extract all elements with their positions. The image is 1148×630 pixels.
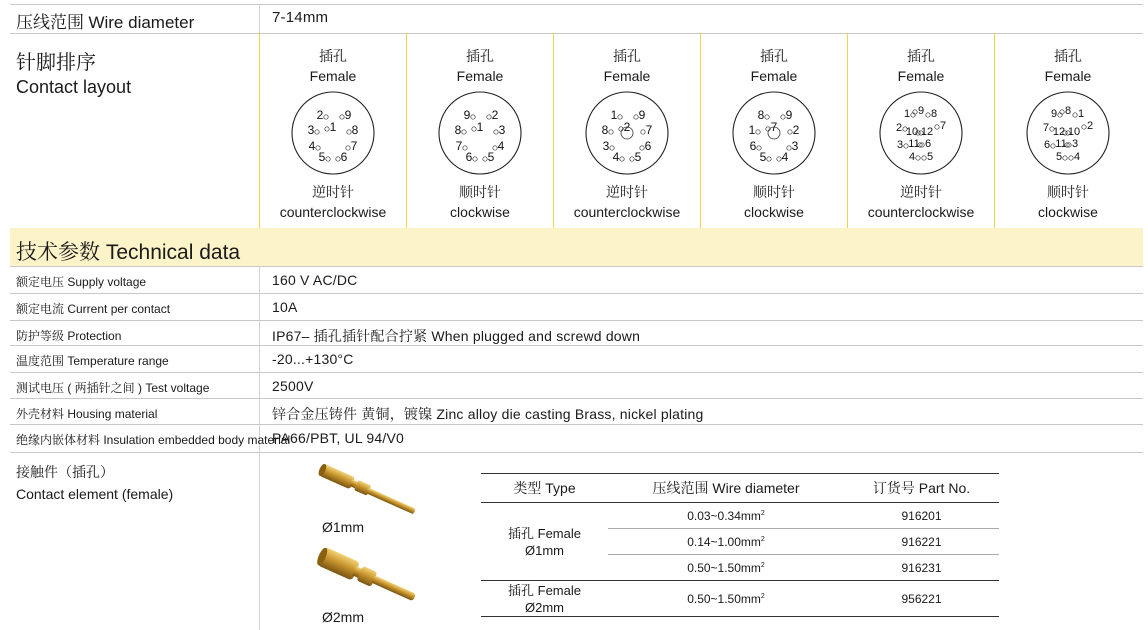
pin-hole bbox=[916, 156, 920, 160]
wire-range-unit-exponent: 2 bbox=[760, 592, 765, 600]
layout-top-label-en: Female bbox=[1044, 68, 1092, 84]
pin-hole bbox=[926, 113, 930, 117]
pin-number: 2 bbox=[1086, 120, 1094, 132]
pin-mark bbox=[777, 150, 789, 164]
type-cell bbox=[481, 503, 608, 581]
type-cell bbox=[481, 581, 608, 617]
tech-row-value: -20...+130°C bbox=[272, 351, 354, 367]
pin-hole bbox=[494, 130, 498, 134]
type-size: Ø2mm bbox=[525, 599, 564, 615]
layout-top-label-en: Female bbox=[309, 68, 357, 84]
pin-mark bbox=[781, 108, 793, 122]
pin-number: 8 bbox=[757, 108, 765, 122]
part-number-cell: 956221 bbox=[844, 581, 999, 617]
layout-top-label-zh: 插孔 bbox=[760, 48, 788, 64]
layout-top-label-en: Female bbox=[750, 68, 798, 84]
pin-mark bbox=[787, 139, 799, 153]
pin-number: 6 bbox=[924, 138, 932, 150]
pin-number: 2 bbox=[491, 108, 499, 122]
wire-diameter-label bbox=[16, 8, 194, 33]
pin-layout-diagram bbox=[582, 88, 672, 178]
contact-element-label-zh: 接触件（插孔） bbox=[16, 464, 114, 480]
pin-hole bbox=[326, 157, 330, 161]
pin-number: 11 bbox=[1055, 138, 1067, 150]
pin-hole bbox=[487, 115, 491, 119]
pin-number: 8 bbox=[601, 123, 609, 137]
pin-mark bbox=[634, 108, 646, 122]
part-number-cell: 916201 bbox=[844, 503, 999, 529]
pin-number: 2 bbox=[623, 120, 631, 134]
part-number-cell: 916231 bbox=[844, 555, 999, 581]
pin-hole bbox=[1063, 156, 1067, 160]
contact-element-table bbox=[481, 473, 999, 617]
tech-row-label-zh: 额定电压 bbox=[16, 275, 68, 289]
tech-row-value: IP67– 插孔插针配合拧紧 When plugged and screwd down bbox=[272, 328, 641, 344]
wire-range: 0.50~1.50mm bbox=[687, 560, 761, 575]
pin-mark bbox=[909, 151, 920, 163]
pin-mark bbox=[466, 150, 478, 164]
tech-row-label-zh: 绝缘内嵌体材料 bbox=[16, 433, 104, 447]
wire-range-cell bbox=[608, 581, 844, 617]
tech-row-value: 160 V AC/DC bbox=[272, 272, 358, 288]
pin-hole bbox=[325, 127, 329, 131]
pin-mark bbox=[325, 120, 337, 134]
layout-direction-zh: 顺时针 bbox=[1047, 184, 1089, 200]
table-row bbox=[481, 581, 999, 617]
pin-mark bbox=[1067, 138, 1078, 150]
pin-number: 6 bbox=[465, 150, 473, 164]
pin-hole bbox=[1073, 113, 1077, 117]
type-label: 插孔 Female bbox=[508, 525, 581, 541]
tech-row-label bbox=[16, 431, 290, 448]
contact-layout-column bbox=[554, 36, 700, 228]
layout-direction-en: counterclockwise bbox=[573, 204, 681, 220]
pin-number: 5 bbox=[759, 150, 767, 164]
tech-row-value: 2500V bbox=[272, 378, 314, 394]
pin-hole bbox=[473, 157, 477, 161]
layout-top-label-zh: 插孔 bbox=[907, 48, 935, 64]
contact-layout-label bbox=[16, 46, 131, 98]
tech-row-label-en: Supply voltage bbox=[67, 275, 147, 289]
pin-mark bbox=[913, 105, 924, 117]
layout-direction-en: clockwise bbox=[744, 204, 804, 220]
pin-mark bbox=[1053, 126, 1067, 138]
pin-number: 4 bbox=[908, 151, 916, 163]
pin-hole bbox=[1069, 156, 1073, 160]
pin-number: 10 bbox=[1067, 126, 1081, 138]
tech-row-label-zh: 外壳材料 bbox=[16, 407, 68, 421]
pin-mark bbox=[766, 120, 778, 134]
pin-hole bbox=[634, 115, 638, 119]
pin-hole bbox=[781, 115, 785, 119]
pin-number: 9 bbox=[1050, 108, 1058, 120]
pin-number: 3 bbox=[307, 123, 315, 137]
pin-layout-diagram bbox=[288, 88, 378, 178]
tech-row-label bbox=[16, 327, 121, 344]
layout-top-label-zh: 插孔 bbox=[466, 48, 494, 64]
pin-number: 6 bbox=[1043, 139, 1051, 151]
pin-number: 9 bbox=[344, 108, 352, 122]
pin-mark bbox=[493, 139, 505, 153]
wire-range: 0.50~1.50mm bbox=[687, 591, 761, 606]
pin-hole bbox=[630, 157, 634, 161]
wire-range-unit-exponent: 2 bbox=[760, 561, 765, 569]
wire-range-cell bbox=[608, 555, 844, 581]
pin-hole bbox=[340, 115, 344, 119]
pin-caption-2mm: Ø2mm bbox=[322, 609, 364, 625]
pin-hole bbox=[315, 130, 319, 134]
layout-direction-zh: 逆时针 bbox=[900, 184, 942, 200]
pin-mark bbox=[308, 123, 320, 137]
pin-number: 4 bbox=[497, 139, 505, 153]
pin-layout-diagram bbox=[435, 88, 525, 178]
contact-element-label bbox=[16, 462, 173, 502]
pin-number: 7 bbox=[350, 139, 358, 153]
contact-pin-1mm-image bbox=[308, 464, 428, 522]
pin-hole bbox=[756, 130, 760, 134]
pin-number: 4 bbox=[308, 139, 316, 153]
pin-mark bbox=[487, 108, 499, 122]
header-type: 类型 Type bbox=[481, 474, 608, 503]
pin-number: 4 bbox=[612, 150, 620, 164]
pin-mark bbox=[611, 108, 623, 122]
pin-hole bbox=[324, 115, 328, 119]
pin-number: 4 bbox=[1073, 151, 1081, 163]
pin-number: 6 bbox=[340, 150, 348, 164]
pin-hole bbox=[922, 156, 926, 160]
pin-number: 5 bbox=[487, 150, 495, 164]
tech-row-value: 10A bbox=[272, 299, 298, 315]
layout-top-label-zh: 插孔 bbox=[1054, 48, 1082, 64]
pin-mark bbox=[640, 139, 652, 153]
pin-hole bbox=[935, 125, 939, 129]
wire-range: 0.03~0.34mm bbox=[687, 508, 761, 523]
tech-row-label-en: Housing material bbox=[67, 407, 158, 421]
pin-hole bbox=[788, 130, 792, 134]
pin-hole bbox=[777, 157, 781, 161]
pin-number: 7 bbox=[645, 123, 653, 137]
pin-mark bbox=[641, 123, 653, 137]
tech-row-label bbox=[16, 300, 170, 317]
pin-layout-diagram bbox=[1023, 88, 1113, 178]
wire-diameter-value: 7-14mm bbox=[272, 9, 329, 26]
pin-number: 5 bbox=[318, 150, 326, 164]
tech-row-label-zh: 额定电流 bbox=[16, 302, 68, 316]
pin-number: 3 bbox=[602, 139, 610, 153]
pin-number: 5 bbox=[1055, 151, 1063, 163]
pin-number: 5 bbox=[634, 150, 642, 164]
wire-diameter-label-zh: 压线范围 bbox=[16, 13, 84, 32]
layout-direction-zh: 顺时针 bbox=[459, 184, 501, 200]
contact-layout-column bbox=[260, 36, 406, 228]
pin-mark bbox=[619, 120, 631, 134]
pin-number: 8 bbox=[1064, 105, 1072, 117]
layout-direction-zh: 顺时针 bbox=[753, 184, 795, 200]
pin-mark bbox=[1069, 151, 1080, 163]
layout-direction-en: counterclockwise bbox=[867, 204, 975, 220]
pin-mark bbox=[494, 123, 506, 137]
contact-layout-label-en: Contact layout bbox=[16, 77, 132, 97]
pin-hole bbox=[472, 127, 476, 131]
pin-mark bbox=[749, 123, 761, 137]
pin-number: 7 bbox=[939, 120, 947, 132]
pin-mark bbox=[483, 150, 495, 164]
pin-number: 12 bbox=[1052, 126, 1066, 138]
pin-number: 7 bbox=[770, 120, 778, 134]
pin-hole bbox=[462, 130, 466, 134]
pin-hole bbox=[767, 157, 771, 161]
tech-row-label bbox=[16, 405, 157, 422]
pin-mark bbox=[464, 108, 476, 122]
wire-range-cell bbox=[608, 529, 844, 555]
wire-diameter-label-en: Wire diameter bbox=[88, 13, 195, 32]
type-size: Ø1mm bbox=[525, 542, 564, 558]
pin-mark bbox=[788, 123, 800, 137]
pin-mark bbox=[935, 120, 946, 132]
table-header-row bbox=[481, 474, 999, 503]
pin-number: 5 bbox=[926, 151, 934, 163]
tech-row-label-en: Protection bbox=[67, 329, 122, 343]
pin-number: 11 bbox=[908, 138, 920, 150]
pin-number: 9 bbox=[917, 105, 925, 117]
pin-number: 3 bbox=[896, 139, 904, 151]
pin-caption-1mm: Ø1mm bbox=[322, 519, 364, 535]
pin-number: 2 bbox=[895, 122, 903, 134]
pin-hole bbox=[641, 130, 645, 134]
pin-hole bbox=[1082, 125, 1086, 129]
pin-hole bbox=[618, 115, 622, 119]
pin-number: 6 bbox=[749, 139, 757, 153]
pin-number: 9 bbox=[638, 108, 646, 122]
pin-number: 1 bbox=[748, 123, 756, 137]
tech-row-label-zh: 防护等级 bbox=[16, 329, 68, 343]
pin-hole bbox=[620, 157, 624, 161]
contact-layout-column bbox=[995, 36, 1141, 228]
pin-number: 6 bbox=[644, 139, 652, 153]
pin-mark bbox=[922, 151, 933, 163]
pin-mark bbox=[317, 108, 329, 122]
pin-mark bbox=[630, 150, 642, 164]
pin-hole bbox=[336, 157, 340, 161]
wire-range-cell bbox=[608, 503, 844, 529]
layout-direction-zh: 逆时针 bbox=[606, 184, 648, 200]
pin-number: 4 bbox=[781, 150, 789, 164]
header-wire-diameter: 压线范围 Wire diameter bbox=[608, 474, 844, 503]
tech-row-label-en: Insulation embedded body material bbox=[103, 433, 291, 447]
pin-number: 1 bbox=[903, 108, 911, 120]
layout-direction-en: clockwise bbox=[450, 204, 510, 220]
pin-mark bbox=[336, 150, 348, 164]
layout-top-label-en: Female bbox=[603, 68, 651, 84]
pin-hole bbox=[609, 130, 613, 134]
pin-mark bbox=[455, 123, 467, 137]
pin-number: 9 bbox=[785, 108, 793, 122]
pin-mark bbox=[1056, 151, 1067, 163]
technical-data-title: 技术参数 Technical data bbox=[16, 241, 241, 264]
layout-top-label-en: Female bbox=[456, 68, 504, 84]
pin-mark bbox=[926, 108, 937, 120]
pin-number: 1 bbox=[476, 120, 484, 134]
pin-mark bbox=[920, 138, 931, 150]
pin-mark bbox=[760, 150, 772, 164]
pin-mark bbox=[1044, 139, 1055, 151]
layout-top-label-zh: 插孔 bbox=[613, 48, 641, 64]
pin-number: 8 bbox=[454, 123, 462, 137]
pin-number: 10 bbox=[905, 126, 919, 138]
pin-mark bbox=[897, 139, 908, 151]
pin-mark bbox=[919, 126, 933, 138]
pin-number: 1 bbox=[610, 108, 618, 122]
pin-number: 2 bbox=[792, 123, 800, 137]
pin-mark bbox=[472, 120, 484, 134]
wire-range: 0.14~1.00mm bbox=[687, 534, 761, 549]
tech-row-value: PA66/PBT, UL 94/V0 bbox=[272, 430, 405, 446]
tech-row-label bbox=[16, 379, 209, 396]
contact-layout-column bbox=[848, 36, 994, 228]
tech-row-label-zh: 温度范围 bbox=[16, 354, 68, 368]
layout-direction-zh: 逆时针 bbox=[312, 184, 354, 200]
tech-row-label bbox=[16, 352, 169, 369]
pin-number: 1 bbox=[1077, 108, 1085, 120]
pin-hole bbox=[765, 115, 769, 119]
pin-mark bbox=[346, 139, 358, 153]
header-part-no: 订货号 Part No. bbox=[844, 474, 999, 503]
tech-row-label bbox=[16, 273, 146, 290]
layout-top-label-en: Female bbox=[897, 68, 945, 84]
pin-number: 2 bbox=[316, 108, 324, 122]
pin-hole bbox=[471, 115, 475, 119]
pin-mark bbox=[758, 108, 770, 122]
contact-layout-column bbox=[701, 36, 847, 228]
pin-layout-diagram bbox=[876, 88, 966, 178]
pin-mark bbox=[602, 123, 614, 137]
tech-row-label-en: Current per contact bbox=[67, 302, 171, 316]
type-label: 插孔 Female bbox=[508, 582, 581, 598]
pin-number: 8 bbox=[351, 123, 359, 137]
pin-mark bbox=[1060, 105, 1071, 117]
contact-pin-2mm-image bbox=[308, 548, 428, 610]
pin-mark bbox=[347, 123, 359, 137]
contact-layout-label-zh: 针脚排序 bbox=[16, 52, 96, 74]
pin-mark bbox=[906, 126, 920, 138]
pin-mark bbox=[340, 108, 352, 122]
wire-range-unit-exponent: 2 bbox=[760, 535, 765, 543]
pin-mark bbox=[1073, 108, 1084, 120]
tech-row-value: 锌合金压铸件 黄铜，镀镍 Zinc alloy die casting Brass, nickel plating bbox=[272, 406, 704, 422]
part-number-cell: 916221 bbox=[844, 529, 999, 555]
pin-number: 1 bbox=[329, 120, 337, 134]
pin-number: 3 bbox=[498, 123, 506, 137]
pin-hole bbox=[347, 130, 351, 134]
tech-row-label-en: Test voltage bbox=[145, 381, 210, 395]
pin-layout-diagram bbox=[729, 88, 819, 178]
pin-hole bbox=[483, 157, 487, 161]
pin-number: 3 bbox=[791, 139, 799, 153]
tech-row-label-zh: 测试电压 ( 两插针之间 ) bbox=[16, 381, 146, 395]
pin-mark bbox=[1066, 126, 1080, 138]
contact-element-label-en: Contact element (female) bbox=[16, 486, 174, 502]
pin-number: 7 bbox=[455, 139, 463, 153]
layout-direction-en: counterclockwise bbox=[279, 204, 387, 220]
pin-number: 9 bbox=[463, 108, 471, 122]
layout-direction-en: clockwise bbox=[1038, 204, 1098, 220]
pin-number: 12 bbox=[920, 126, 934, 138]
pin-number: 7 bbox=[1042, 122, 1050, 134]
layout-top-label-zh: 插孔 bbox=[319, 48, 347, 64]
pin-number: 8 bbox=[930, 108, 938, 120]
contact-layout-column bbox=[407, 36, 553, 228]
pin-mark bbox=[613, 150, 625, 164]
pin-mark bbox=[319, 150, 331, 164]
pin-number: 3 bbox=[1071, 138, 1079, 150]
table-row bbox=[481, 503, 999, 529]
tech-row-label-en: Temperature range bbox=[67, 354, 169, 368]
pin-mark bbox=[1082, 120, 1093, 132]
wire-range-unit-exponent: 2 bbox=[760, 509, 765, 517]
